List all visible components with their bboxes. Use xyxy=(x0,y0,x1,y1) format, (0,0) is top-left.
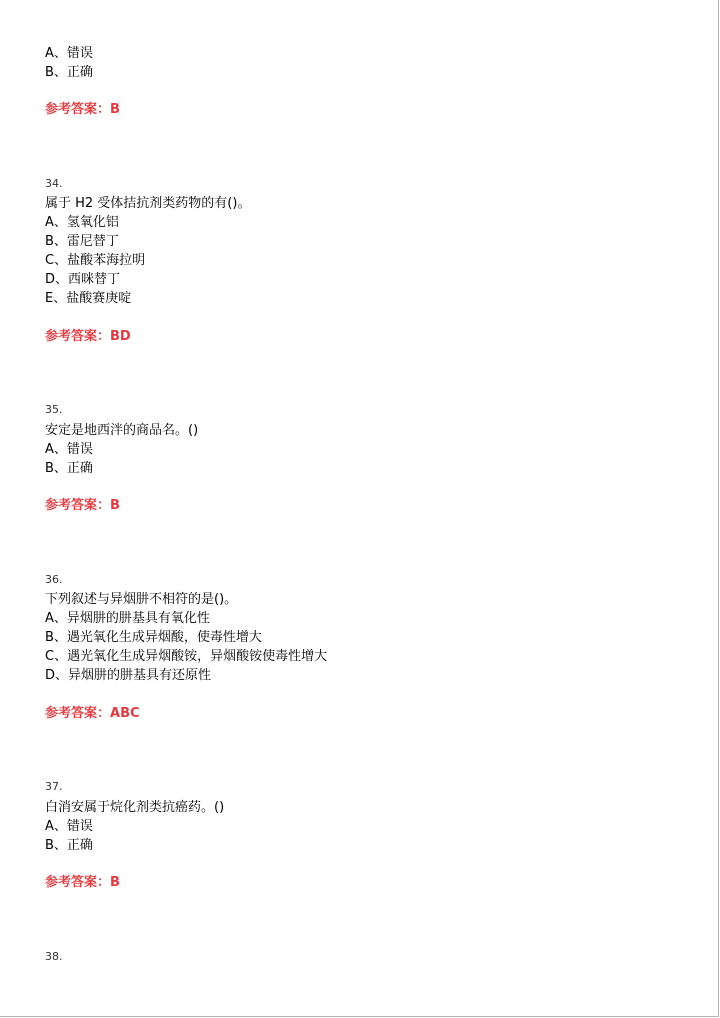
q34-option-e: E、盐酸赛庚啶 xyxy=(45,291,132,306)
q34-number: 34. xyxy=(45,177,63,190)
q34-stem: 属于 H2 受体拮抗剂类药物的有()。 xyxy=(45,196,251,211)
q36-option-d: D、异烟肼的肼基具有还原性 xyxy=(45,668,212,683)
q35-answer xyxy=(45,497,120,514)
q37-option-a: A、错误 xyxy=(45,819,93,834)
q38-number: 38. xyxy=(45,950,63,963)
q37-answer-value: B xyxy=(110,875,120,890)
q34-option-b: B、雷尼替丁 xyxy=(45,234,119,249)
q34-option-c: C、盐酸苯海拉明 xyxy=(45,253,146,268)
q36-answer xyxy=(45,705,140,722)
q34-option-d: D、西咪替丁 xyxy=(45,272,121,287)
q35-option-a: A、错误 xyxy=(45,442,93,457)
q35-answer-label: 参考答案： xyxy=(45,498,111,513)
q35-stem: 安定是地西泮的商品名。() xyxy=(45,423,199,438)
q33-answer-value: B xyxy=(110,102,120,117)
q33-option-a: A、错误 xyxy=(45,46,93,61)
q37-answer xyxy=(45,874,120,891)
q33-answer-label: 参考答案： xyxy=(45,102,111,117)
q34-answer xyxy=(45,328,131,345)
q37-option-b: B、正确 xyxy=(45,838,93,853)
q34-option-a: A、氢氧化铝 xyxy=(45,215,119,230)
q36-answer-label: 参考答案： xyxy=(45,706,111,721)
q35-answer-value: B xyxy=(110,498,120,513)
q35-number: 35. xyxy=(45,403,63,416)
q37-stem: 白消安属于烷化剂类抗癌药。() xyxy=(45,800,225,815)
q33-option-b: B、正确 xyxy=(45,65,93,80)
q36-answer-value: ABC xyxy=(110,706,140,721)
q37-number: 37. xyxy=(45,780,63,793)
q33-answer xyxy=(45,101,120,118)
q36-option-a: A、异烟肼的肼基具有氧化性 xyxy=(45,611,210,626)
q37-answer-label: 参考答案： xyxy=(45,875,111,890)
q36-stem: 下列叙述与异烟肼不相符的是()。 xyxy=(45,592,238,607)
q36-number: 36. xyxy=(45,573,63,586)
q36-option-b: B、遇光氧化生成异烟酸，使毒性增大 xyxy=(45,630,262,645)
q36-option-c: C、遇光氧化生成异烟酸铵，异烟酸铵使毒性增大 xyxy=(45,649,328,664)
q34-answer-value: BD xyxy=(110,329,131,344)
q35-option-b: B、正确 xyxy=(45,461,93,476)
q34-answer-label: 参考答案： xyxy=(45,329,111,344)
